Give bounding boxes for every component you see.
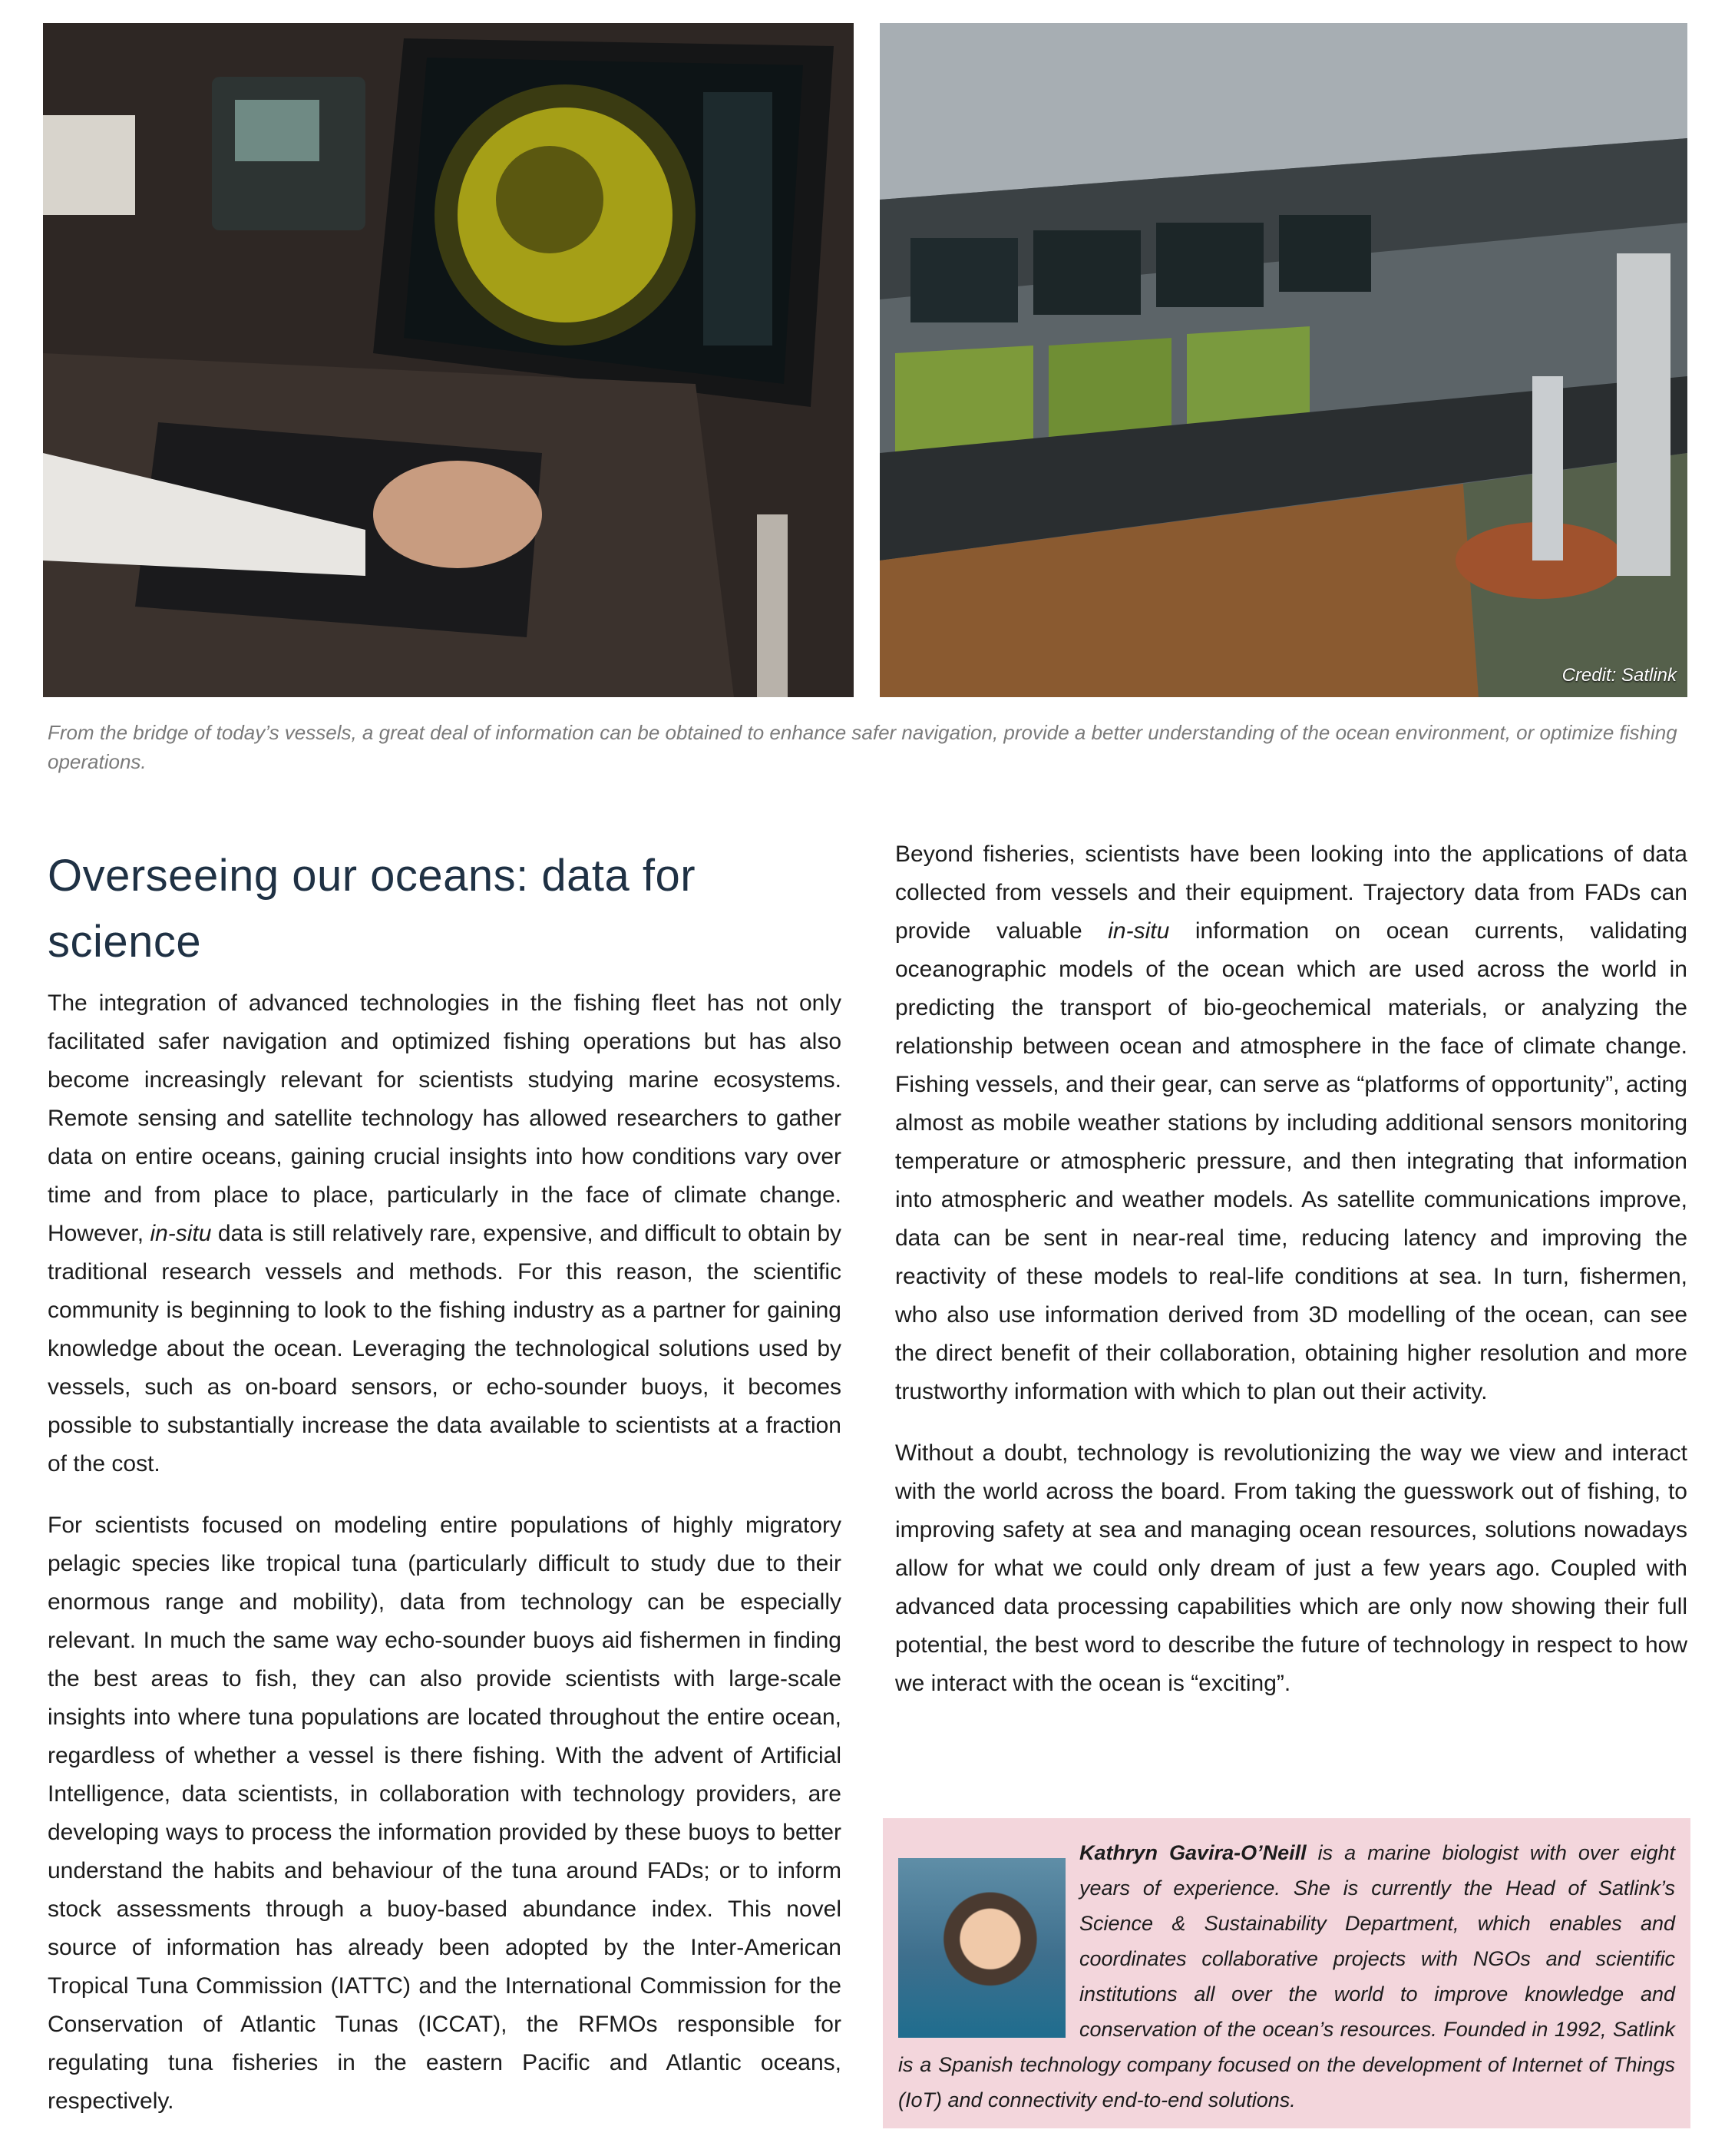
ship-radar-console-photo (43, 23, 854, 697)
radar-console-illustration (43, 23, 854, 697)
article-title: Overseeing our oceans: data for science (48, 851, 696, 967)
paragraph: The integration of advanced technologies in the fishing fleet has not only facilitated safer navigation and optimized fishing operations but has also become increasingly relevant for scientists studying marine ecosystems. Remote sensing and satellite technology has allowed researchers to gather data on entire oceans, gaining crucial insights into how conditions vary over time and from place to place, particularly in the face of climate change. However, in-situ data is still relatively rare, expensive, and difficult to obtain by traditional research vessels and methods. For this reason, the scientific community is beginning to look to the fishing industry as a partner for gaining knowledge about the ocean. Leveraging the technological solutions used by vessels, such as on-board sensors, or echo-sounder buoys, it becomes possible to substantially increase the data available to scientists at a fraction of the cost. (48, 990, 842, 1476)
ship-bridge-photo (880, 23, 1687, 697)
paragraph: For scientists focused on modeling entire populations of highly migratory pelagic species like tropical tuna (particularly difficult to study due to their enormous range and mobility), data from technology can be especially relevant. In much the same way echo-sounder buoys aid fishermen in finding the best areas to fish, they can also provide scientists with large-scale insights into where tuna populations are located throughout the entire ocean, regardless of whether a vessel is there fishing. With the advent of Artificial Intelligence, data scientists, in collaboration with technology providers, are developing ways to process the information provided by these buoys to better understand the habits and behaviour of the tuna around FADs; or to inform stock assessments through a buoy-based abundance index. This novel source of information has already been adopted by the Inter-American Tropical Tuna Commission (IATTC) and the International Commission for the Conservation of Atlantic Tunas (ICCAT), the RFMOs responsible for regulating tuna fisheries in the eastern Pacific and Atlantic oceans, respectively. (48, 1513, 841, 2114)
author-name: Kathryn Gavira-O’Neill (1079, 1841, 1307, 1864)
figure-caption: From the bridge of today’s vessels, a great deal of information can be obtained to enhance safer navigation, provide a better understanding of the ocean environment, or optimize fishing operations. (48, 721, 1677, 773)
article-right-column (895, 835, 1687, 1726)
photo-credit: Credit: Satlink (1561, 665, 1677, 686)
author-bio-text: Kathryn Gavira-O’Neill is a marine biologist with over eight years of experience. She is currently the Head of Satlink’s Science & Sustainability Department, which enables and coordinates collaborative projects with NGOs and scientific institutions all over the world to improve knowledge and conservation of the ocean’s resources. Founded in 1992, Satlink is a Spanish technology company focused on the development of Internet of Things (IoT) and connectivity end-to-end solutions. (898, 1841, 1676, 2111)
emphasis: in-situ (1108, 918, 1170, 944)
ship-bridge-illustration (880, 23, 1687, 697)
paragraph: Without a doubt, technology is revolutionizing the way we view and interact with the world across the board. From taking the guesswork out of fishing, to improving safety at sea and managing ocean resources, solutions nowadays allow for what we could only dream of just a few years ago. Coupled with advanced data processing capabilities which are only now showing their full potential, the best word to describe the future of technology in respect to how we interact with the ocean is “exciting”. (895, 1440, 1687, 1696)
article-left-column (48, 984, 841, 2144)
emphasis: in-situ (150, 1221, 212, 1246)
author-bio-box (883, 1818, 1690, 2128)
paragraph: Beyond fisheries, scientists have been looking into the applications of data collected from vessels and their equipment. Trajectory data from FADs can provide valuable in-situ information on ocean currents, validating oceanographic models of the ocean which are used across the world in predicting the transport of bio-geochemical materials, or analyzing the relationship between ocean and atmosphere in the face of climate change. Fishing vessels, and their gear, can serve as “platforms of opportunity”, acting almost as mobile weather stations by including additional sensors monitoring temperature or atmospheric pressure, and then integrating that information into atmospheric and weather models. As satellite communications improve, data can be sent in near-real time, reducing latency and improving the reactivity of these models to real-life conditions at sea. In turn, fishermen, who also use information derived from 3D modelling of the ocean, can see the direct benefit of their collaboration, obtaining higher resolution and more trustworthy information with which to plan out their activity. (895, 842, 1687, 1404)
